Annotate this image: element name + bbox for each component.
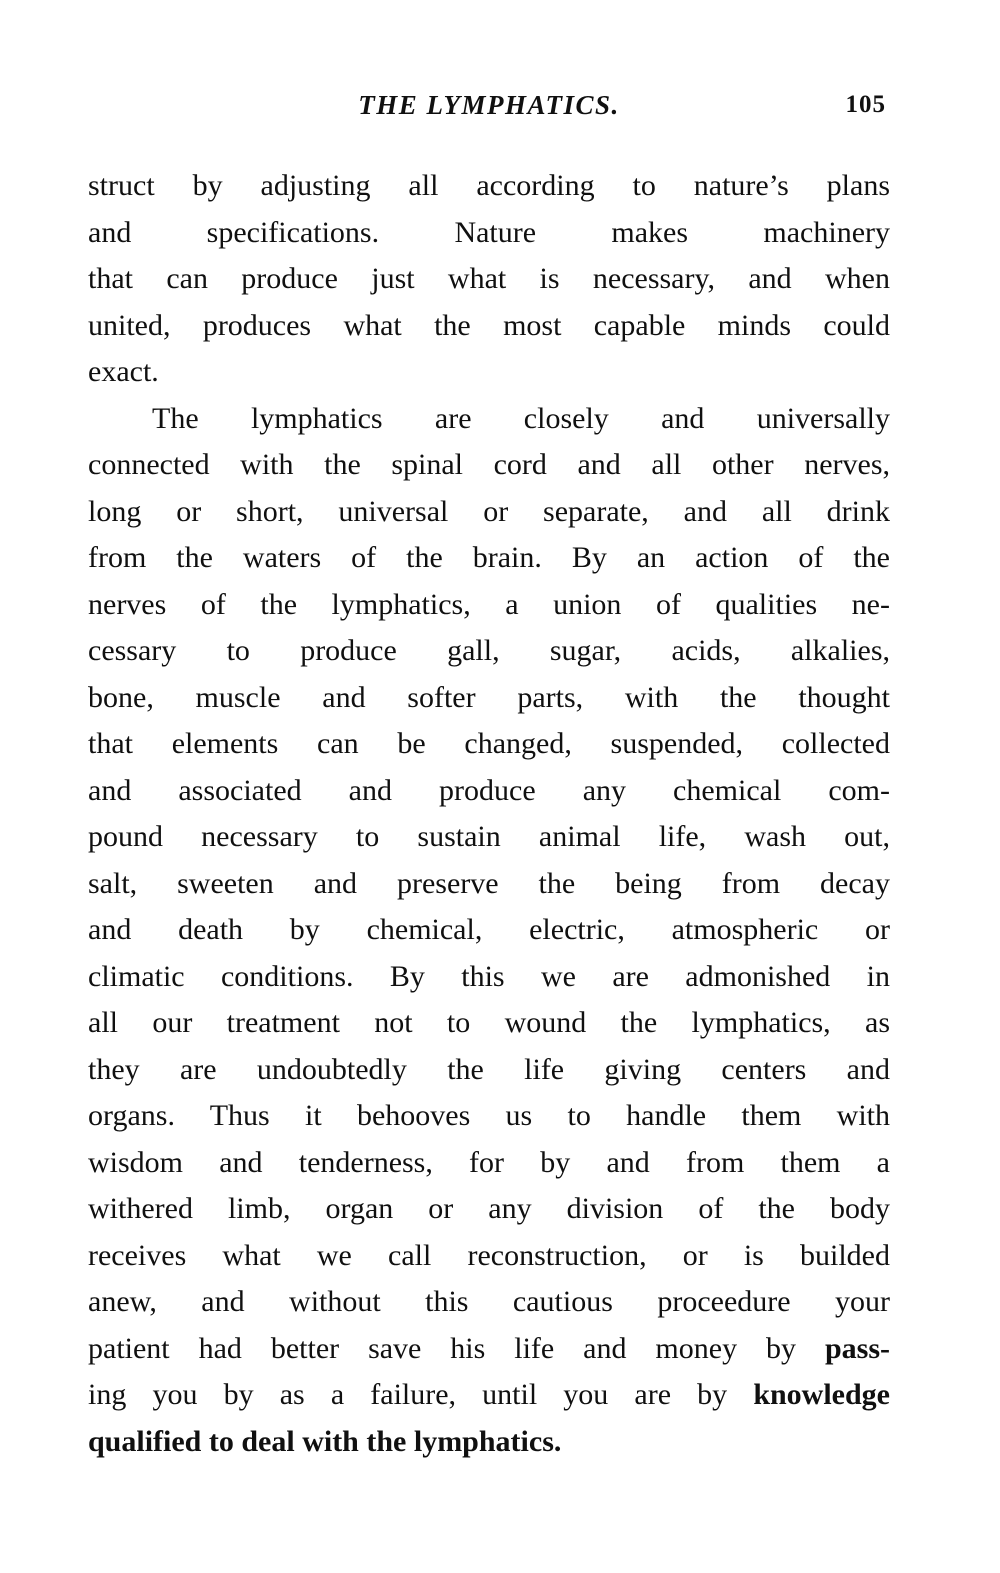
text-segment: nerves of the lymphatics, a union of qualities ne- (88, 587, 890, 621)
text-segment: and associated and produce any chemical com- (88, 773, 890, 807)
text-line (88, 1233, 890, 1280)
text-line (88, 675, 890, 722)
text-segment: they are undoubtedly the life giving centers and (88, 1052, 890, 1086)
text-line (88, 1047, 890, 1094)
text-segment: anew, and without this cautious proceedure your (88, 1285, 890, 1318)
text-segment: struct by adjusting all according to nature’s plans (88, 169, 890, 202)
page-header (88, 90, 890, 132)
text-segment: organs. Thus it behooves us to handle them with (88, 1099, 890, 1132)
text-segment: withered limb, organ or any division of the body (88, 1192, 890, 1225)
text-line (88, 1186, 890, 1233)
text-line (88, 256, 890, 303)
text-segment: that elements can be changed, suspended, collected (88, 727, 890, 760)
text-segment: patient had better save his life and money by (88, 1331, 825, 1365)
text-line (88, 1419, 890, 1466)
text-line (88, 163, 890, 210)
bold-text-segment: pass- (824, 1331, 890, 1365)
text-segment: all our treatment not to wound the lymphatics, as (88, 1006, 890, 1039)
text-segment: cessary to produce gall, sugar, acids, alkalies, (88, 634, 890, 667)
text-line (88, 535, 890, 582)
text-line (88, 1372, 890, 1419)
text-segment: that can produce just what is necessary, and when (88, 262, 890, 295)
text-segment: exact. (88, 355, 159, 388)
text-segment: united, produces what the most capable minds could (88, 308, 890, 342)
text-line (88, 210, 890, 257)
text-segment: connected with the spinal cord and all other nerves, (88, 448, 890, 481)
text-line (88, 954, 890, 1001)
text-line (88, 861, 890, 908)
text-line (88, 582, 890, 629)
text-segment: and specifications. Nature makes machinery (88, 215, 890, 249)
text-line (88, 721, 890, 768)
text-segment: long or short, universal or separate, and all drink (88, 494, 890, 528)
text-segment: pound necessary to sustain animal life, wash out, (88, 820, 890, 853)
page-number: 105 (845, 91, 886, 118)
text-line (88, 303, 890, 350)
text-line (88, 1093, 890, 1140)
text-line (88, 907, 890, 954)
text-line (88, 1000, 890, 1047)
text-line (88, 1140, 890, 1187)
text-line (88, 814, 890, 861)
text-segment: wisdom and tenderness, for by and from them a (88, 1145, 890, 1179)
text-line (88, 768, 890, 815)
text-line (88, 628, 890, 675)
text-segment: climatic conditions. By this we are admonished in (88, 959, 890, 993)
text-segment: ing you by as a failure, until you are by (88, 1378, 754, 1411)
bold-text-segment: knowledge (753, 1378, 890, 1411)
bold-text-segment: qualified to deal with the lymphatics. (88, 1424, 562, 1458)
text-line (88, 396, 890, 443)
page-body (88, 163, 890, 1465)
text-segment: receives what we call reconstruction, or is builded (88, 1238, 890, 1272)
text-segment: salt, sweeten and preserve the being from decay (88, 866, 890, 900)
running-title: THE LYMPHATICS. (358, 90, 620, 120)
text-line (88, 1279, 890, 1326)
text-segment: bone, muscle and softer parts, with the thought (88, 680, 890, 714)
text-segment: and death by chemical, electric, atmospheric or (88, 913, 890, 946)
text-line (88, 489, 890, 536)
text-line (88, 1326, 890, 1373)
text-segment: The lymphatics are closely and universally (152, 401, 890, 435)
text-line (88, 349, 890, 396)
text-segment: from the waters of the brain. By an action of the (88, 541, 890, 574)
text-line (88, 442, 890, 489)
